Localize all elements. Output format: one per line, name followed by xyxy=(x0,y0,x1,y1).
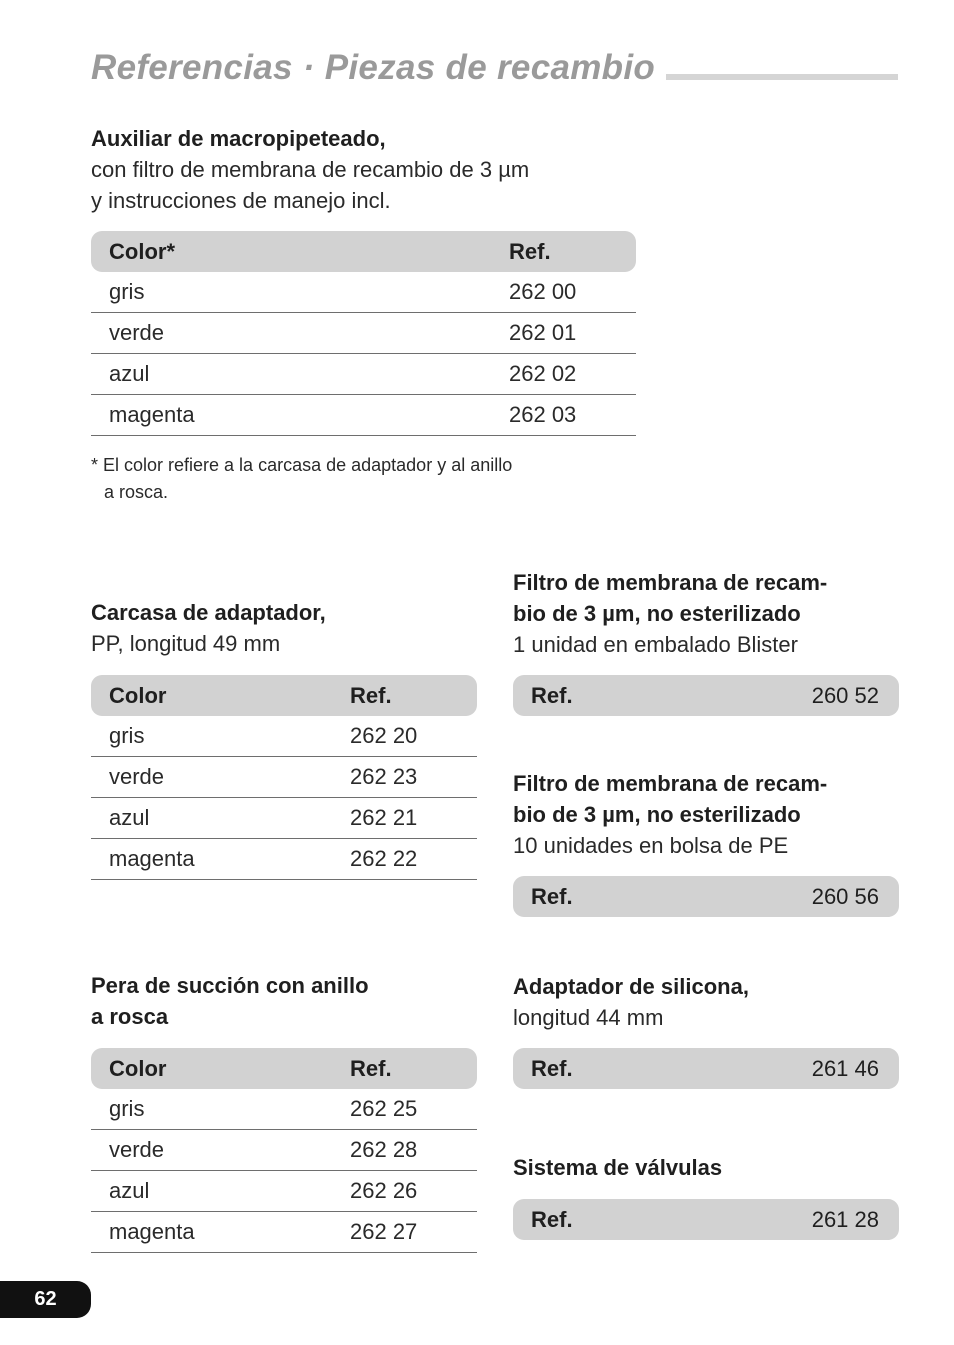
table-row xyxy=(91,1130,477,1171)
col-color-header: Color* xyxy=(91,231,491,272)
pera-heading-1: Pera de succión con anillo xyxy=(91,973,369,998)
filtro10-line-1: 10 unidades en bolsa de PE xyxy=(513,833,789,858)
footnote-line-2: a rosca. xyxy=(104,482,169,502)
ref-cell: 262 02 xyxy=(491,354,636,395)
macro-ref-table xyxy=(91,231,636,436)
color-cell: gris xyxy=(91,716,332,757)
carcasa-section xyxy=(91,597,326,659)
color-cell: azul xyxy=(91,354,491,395)
ref-label: Ref. xyxy=(531,1055,573,1081)
ref-cell: 262 26 xyxy=(332,1171,477,1212)
ref-value: 261 46 xyxy=(811,1055,879,1081)
ref-cell: 262 21 xyxy=(332,798,477,839)
ref-cell: 262 20 xyxy=(332,716,477,757)
carcasa-line-1: PP, longitud 49 mm xyxy=(91,631,281,656)
macro-line-2: y instrucciones de manejo incl. xyxy=(91,188,391,213)
table-row xyxy=(91,1212,477,1253)
valvulas-section xyxy=(513,1152,722,1183)
table-row xyxy=(91,1171,477,1212)
filtro1-line-1: 1 unidad en embalado Blister xyxy=(513,632,798,657)
table-row xyxy=(91,716,477,757)
page-number-badge: 62 xyxy=(0,1281,91,1318)
silicona-ref-bar xyxy=(513,1048,899,1089)
col-ref-header: Ref. xyxy=(491,231,636,272)
pera-ref-table xyxy=(91,1048,477,1253)
carcasa-ref-table xyxy=(91,675,477,880)
color-cell: azul xyxy=(91,798,332,839)
macro-line-1: con filtro de membrana de recambio de 3 µm xyxy=(91,157,530,182)
table-row xyxy=(91,354,636,395)
col-ref-header: Ref. xyxy=(332,1048,477,1089)
color-cell: verde xyxy=(91,313,491,354)
filtro10-heading-2: bio de 3 µm, no esterilizado xyxy=(513,802,801,827)
color-cell: magenta xyxy=(91,839,332,880)
filtro1-ref-bar xyxy=(513,675,899,716)
title-rule xyxy=(666,74,898,80)
filtro10-section xyxy=(513,768,827,861)
col-color-header: Color xyxy=(91,675,332,716)
valvulas-heading: Sistema de válvulas xyxy=(513,1155,723,1180)
table-header-row xyxy=(91,231,636,272)
color-cell: gris xyxy=(91,272,491,313)
ref-cell: 262 00 xyxy=(491,272,636,313)
page-title: Referencias · Piezas de recambio xyxy=(91,48,656,87)
silicona-heading: Adaptador de silicona, xyxy=(513,974,749,999)
color-cell: gris xyxy=(91,1089,332,1130)
filtro1-heading-2: bio de 3 µm, no esterilizado xyxy=(513,601,801,626)
valvulas-ref-bar xyxy=(513,1199,899,1240)
color-cell: magenta xyxy=(91,1212,332,1253)
macro-footnote xyxy=(91,452,512,506)
ref-cell: 262 28 xyxy=(332,1130,477,1171)
table-row xyxy=(91,272,636,313)
macro-section xyxy=(91,123,529,216)
table-row xyxy=(91,839,477,880)
filtro1-heading-1: Filtro de membrana de recam- xyxy=(513,570,828,595)
filtro1-section xyxy=(513,567,827,660)
filtro10-ref-bar xyxy=(513,876,899,917)
ref-label: Ref. xyxy=(531,1206,573,1232)
col-color-header: Color xyxy=(91,1048,332,1089)
table-row xyxy=(91,313,636,354)
color-cell: magenta xyxy=(91,395,491,436)
ref-cell: 262 03 xyxy=(491,395,636,436)
ref-value: 260 52 xyxy=(811,682,879,708)
table-row xyxy=(91,395,636,436)
pera-heading-2: a rosca xyxy=(91,1004,169,1029)
ref-cell: 262 22 xyxy=(332,839,477,880)
col-ref-header: Ref. xyxy=(332,675,477,716)
ref-label: Ref. xyxy=(531,682,573,708)
table-header-row xyxy=(91,1048,477,1089)
ref-value: 260 56 xyxy=(811,883,879,909)
filtro10-heading-1: Filtro de membrana de recam- xyxy=(513,771,828,796)
table-row xyxy=(91,798,477,839)
color-cell: verde xyxy=(91,757,332,798)
footnote-line-1: * El color refiere a la carcasa de adaptador y al anillo xyxy=(91,455,513,475)
ref-label: Ref. xyxy=(531,883,573,909)
silicona-section xyxy=(513,971,749,1033)
color-cell: azul xyxy=(91,1171,332,1212)
ref-value: 261 28 xyxy=(811,1206,879,1232)
ref-cell: 262 01 xyxy=(491,313,636,354)
table-header-row xyxy=(91,675,477,716)
ref-cell: 262 23 xyxy=(332,757,477,798)
silicona-line-1: longitud 44 mm xyxy=(513,1005,664,1030)
ref-cell: 262 25 xyxy=(332,1089,477,1130)
table-row xyxy=(91,1089,477,1130)
ref-cell: 262 27 xyxy=(332,1212,477,1253)
table-row xyxy=(91,757,477,798)
color-cell: verde xyxy=(91,1130,332,1171)
macro-heading: Auxiliar de macropipeteado, xyxy=(91,126,386,151)
carcasa-heading: Carcasa de adaptador, xyxy=(91,600,326,625)
pera-section xyxy=(91,970,369,1032)
